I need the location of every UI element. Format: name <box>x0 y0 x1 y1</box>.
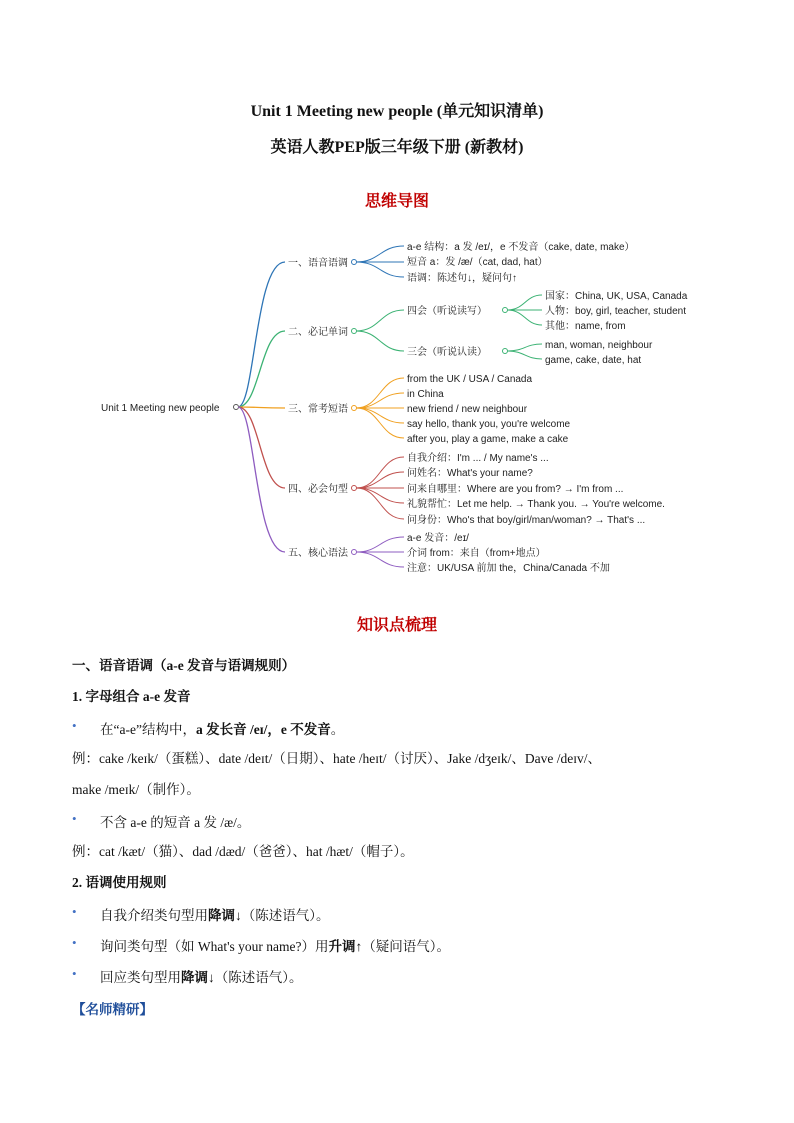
branch-2-label: 二、必记单词 <box>288 327 348 338</box>
branch-5-leaf-3: 注意：UK/USA 前加 the，China/Canada 不加 <box>407 563 610 574</box>
branch-1-leaf-1: a-e 结构：a 发 /eɪ/，e 不发音（cake, date, make） <box>407 242 635 253</box>
bullet-2-text: 不含 a-e 的短音 a 发 /æ/。 <box>100 815 251 830</box>
sub-heading-2: 2. 语调使用规则 <box>72 875 167 890</box>
mindmap-root: Unit 1 Meeting new people <box>101 403 220 414</box>
branch-3-leaf-1: from the UK / USA / Canada <box>407 374 533 385</box>
branch-1-leaf-2: 短音 a：发 /æ/（cat, dad, hat） <box>407 257 548 268</box>
branch-1-leaf-3-connector <box>356 262 404 277</box>
branch-5-leaf-2: 介词 from：来自（from+地点） <box>407 548 546 559</box>
branch-2-group-2-leaf-2: game, cake, date, hat <box>545 355 642 366</box>
bullet-2-dot: • <box>72 811 77 826</box>
mind-map <box>90 230 710 580</box>
branch-3-leaf-4: say hello, thank you, you're welcome <box>407 419 571 430</box>
rule-3-text: 回应类句型用降调↓（陈述语气）。 <box>100 970 303 985</box>
branch-4-leaf-4: 礼貌帮忙：Let me help. → Thank you. → You're welcome. <box>407 499 665 510</box>
sub-heading-1: 1. 字母组合 a-e 发音 <box>72 689 191 704</box>
branch-2-group-2-leaf-1: man, woman, neighbour <box>545 340 653 351</box>
document-subtitle: 英语人教PEP版三年级下册 (新教材) <box>270 139 524 156</box>
branch-1-leaf-3: 语调：陈述句↓，疑问句↑ <box>407 273 517 284</box>
root-node <box>234 405 239 410</box>
bullet-1-dot: • <box>72 718 77 733</box>
branch-1-label: 一、语音语调 <box>288 258 348 269</box>
branch-4-leaf-3: 问来自哪里：Where are you from? → I'm from ... <box>407 484 624 495</box>
branch-2-group-1-leaf-1: 国家：China, UK, USA, Canada <box>545 291 688 302</box>
example-2: 例：cat /kæt/（猫）、dad /dæd/（爸爸）、hat /hæt/（帽子）。 <box>72 844 414 859</box>
branch-2-group-1-label: 四会（听说读写） <box>407 306 487 317</box>
branch-3-label: 三、常考短语 <box>288 404 348 415</box>
branch-2-group-2-label: 三会（听说认读） <box>407 347 487 358</box>
branch-3-leaf-5: after you, play a game, make a cake <box>407 434 569 445</box>
branch-4-leaf-5: 问身份：Who's that boy/girl/man/woman? → That's ... <box>407 515 646 526</box>
branch-4-label: 四、必会句型 <box>288 484 348 495</box>
branch-5-connector <box>238 407 285 552</box>
branch-2-group-1-leaf-2: 人物：boy, girl, teacher, student <box>545 306 686 317</box>
bullet-4-dot: • <box>72 935 77 950</box>
branch-1-leaf-1-connector <box>356 246 404 262</box>
branch-4-leaf-1: 自我介绍：I'm ... / My name's ... <box>407 453 549 464</box>
branch-1-connector <box>238 262 285 407</box>
rule-1-text: 自我介绍类句型用降调↓（陈述语气）。 <box>100 908 330 923</box>
branch-2-group-1-leaf-3: 其他：name, from <box>545 321 626 332</box>
example-1-line-1: 例：cake /keɪk/（蛋糕）、date /deɪt/（日期）、hate /heɪt/（讨厌）、Jake /dʒeɪk/、Dave /deɪv/、 <box>72 751 602 766</box>
bullet-1-text: 在“a-e”结构中，a 发长音 /eɪ/，e 不发音。 <box>100 722 345 737</box>
mindmap-heading: 思维导图 <box>364 193 429 210</box>
example-1-line-2: make /meɪk/（制作）。 <box>72 782 200 797</box>
bullet-3-dot: • <box>72 904 77 919</box>
rule-2-text: 询问类句型（如 What's your name?）用升调↑（疑问语气）。 <box>100 939 451 954</box>
section-1-heading: 一、语音语调（a-e 发音与语调规则） <box>72 658 296 673</box>
branch-5-leaf-1: a-e 发音：/eɪ/ <box>407 533 469 544</box>
knowledge-heading: 知识点梳理 <box>356 617 437 634</box>
bullet-5-dot: • <box>72 966 77 981</box>
teacher-insight-label: 【名师精研】 <box>72 1002 153 1017</box>
branch-3-connector <box>238 407 285 408</box>
document-title: Unit 1 Meeting new people (单元知识清单) <box>250 103 544 120</box>
branch-4-leaf-2: 问姓名：What's your name? <box>407 468 533 479</box>
branch-3-leaf-2: in China <box>407 389 444 400</box>
branch-5-label: 五、核心语法 <box>288 548 348 559</box>
branch-3-leaf-3: new friend / new neighbour <box>407 404 528 415</box>
